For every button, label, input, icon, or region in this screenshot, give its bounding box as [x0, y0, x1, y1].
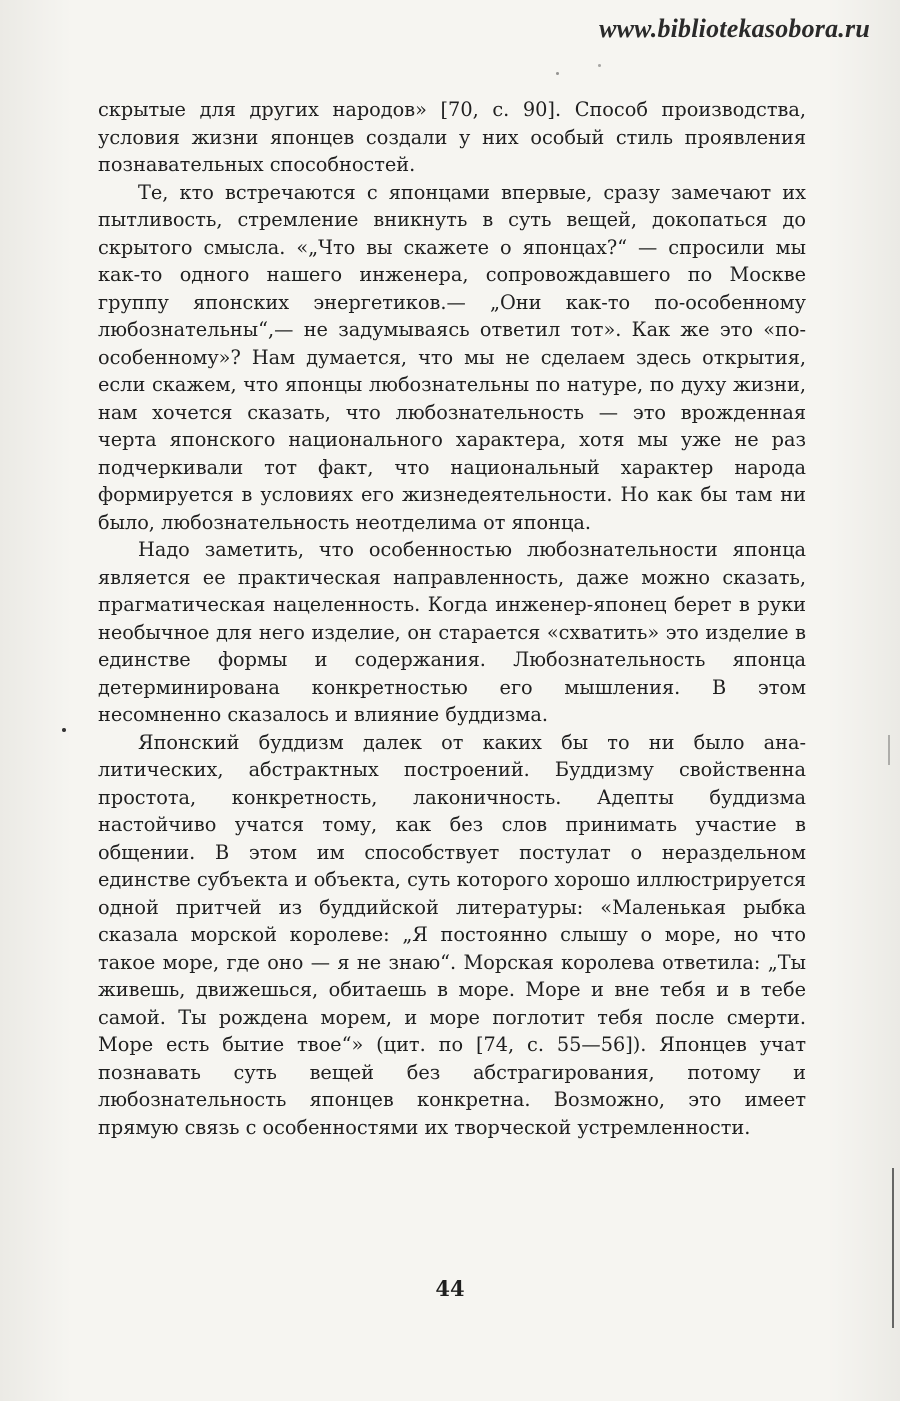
body-text: [98, 96, 806, 1141]
scan-speck: [556, 72, 559, 75]
site-watermark: www.bibliotekasobora.ru: [599, 14, 870, 43]
paragraph-4: Японский буддизм далек от каких бы то ни было аналитических, абстрактных построений. Буддизму свойственна простота, конкретность, лаконичность. Адепты буддизма настойчиво учатся тому, как без слов принимать участие в общении. В этом им способствует постулат о нераздельном единстве субъекта и объекта, суть которого хорошо иллюстрируется одной притчей из буддийской литературы: «Маленькая рыбка сказала морской королеве: „Я постоянно слышу о море, но что такое море, где оно — я не знаю“. Морская королева ответила: „Ты живешь, движешься, обитаешь в море. Море и вне тебя и в тебе самой. Ты рождена морем, и море поглотит тебя после смерти. Море есть бытие твое“» (цит. по [74, с. 55—56]). Японцев учат познавать суть вещей без абстрагирования, потому и любознательность японцев конкретна. Возможно, это имеет прямую связь с особенностями их творческой устремленности.: [98, 730, 806, 1139]
scan-edge-mark: [888, 735, 890, 765]
scan-edge-line: [892, 1168, 894, 1328]
page-number: 44: [435, 1276, 465, 1301]
paragraph-1: скрытые для других народов» [70, с. 90]. Способ производства, условия жизни японцев создали у них особый стиль проявления познавательных способностей.: [98, 98, 806, 176]
scan-speck: [598, 64, 601, 67]
paragraph-3: Надо заметить, что особенностью любознательности японца является ее практическая направленность, даже можно сказать, прагматическая нацеленность. Когда инженер-японец берет в руки необычное для него изделие, он старается «схватить» это изделие в единстве формы и содержания. Любознательность японца детерминирована конкретностью его мышления. В этом несомненно сказалось и влияние буддизма.: [98, 538, 806, 726]
scan-speck: [62, 728, 66, 732]
paragraph-2: Те, кто встречаются с японцами впервые, сразу замечают их пытливость, стремление вникнуть в суть вещей, докопаться до скрытого смысла. «„Что вы скажете о японцах?“ — спросили мы как-то одного нашего инженера, сопровождавшего по Москве группу японских энергетиков.— „Они как-то по-особенному любознательны“,— не задумываясь ответил тот». Как же это «по-особенному»? Нам думается, что мы не сделаем здесь открытия, если скажем, что японцы любознательны по натуре, по духу жизни, нам хочется сказать, что любознательность — это врожденная черта японского национального характера, хотя мы уже не раз подчеркивали тот факт, что национальный характер народа формируется в условиях его жизнедеятельности. Но как бы там ни было, любознательность неотделима от японца.: [98, 180, 806, 534]
